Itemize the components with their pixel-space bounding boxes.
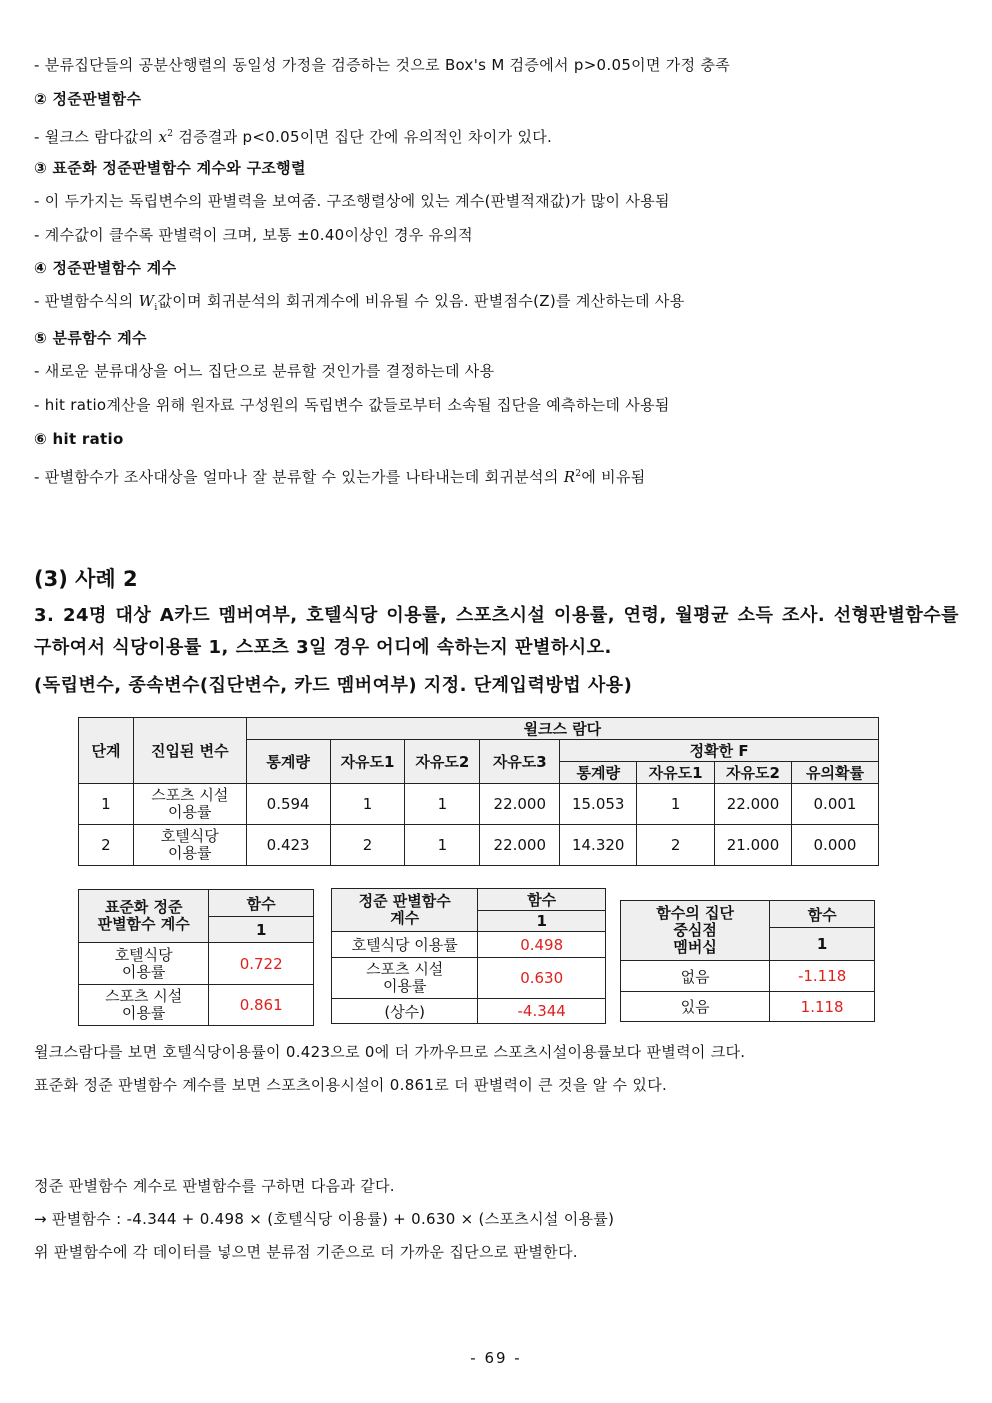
cell-label-line: 스포츠 시설 (105, 987, 183, 1005)
cell-f-stat: 14.320 (560, 825, 637, 866)
text-line: - 새로운 분류대상을 어느 집단으로 분류할 것인가를 결정하는데 사용 (34, 362, 495, 380)
cell-label-line: 호텔식당 (114, 945, 173, 964)
cell-var (133, 784, 246, 825)
heading-classification-coef: ⑤ 분류함수 계수 (34, 329, 147, 347)
math-symbol: x (158, 128, 168, 146)
header-sig: 유의확률 (791, 762, 878, 784)
header-line: 중심점 (673, 921, 717, 939)
header-df2: 자유도2 (405, 740, 480, 784)
text-fragment: 검증결과 p<0.05이면 집단 간에 유의적인 차이가 있다. (173, 128, 553, 146)
header-line: 함수의 집단 (656, 904, 734, 922)
math-symbol: R (563, 468, 576, 486)
analysis-line: 위 판별함수에 각 데이터를 넣으면 분류점 기준으로 더 가까운 집단으로 판별한다. (34, 1243, 578, 1261)
text-line: - hit ratio계산을 위해 원자료 구성원의 독립변수 값들로부터 소속될 집단을 예측하는데 사용됨 (34, 396, 670, 414)
math-sup: 2 (575, 469, 582, 479)
cell-label: 있음 (621, 992, 770, 1022)
text-line (34, 290, 685, 319)
text-fragment: - 판별함수가 조사대상을 얼마나 잘 분류할 수 있는가를 나타내는데 회귀분석의 (34, 468, 564, 486)
cell-var-line: 호텔식당 (160, 827, 219, 845)
table-row (79, 825, 879, 866)
header-line: 멤버십 (673, 938, 717, 956)
page-number: - 69 - (470, 1349, 522, 1367)
math-chi (158, 128, 173, 146)
wilks-lambda-table (78, 717, 879, 866)
header-step: 단계 (79, 718, 134, 784)
heading-structure-matrix: ③ 표준화 정준판별함수 계수와 구조행렬 (34, 159, 306, 177)
cell-var (133, 825, 246, 866)
cell-f-df2: 21.000 (715, 825, 792, 866)
cell-var-line: 스포츠 시설 (151, 786, 229, 804)
math-r-squared (564, 468, 582, 486)
cell-df2: 1 (405, 825, 480, 866)
cell-value: 1.118 (770, 992, 875, 1022)
header-std-coef (79, 890, 209, 943)
centroid-table (620, 900, 875, 1022)
header-canonical-coef (332, 889, 478, 932)
text-fragment: 에 비유됨 (581, 468, 646, 486)
header-wilks-lambda: 윌크스 람다 (246, 718, 878, 740)
discriminant-formula: → 판별함수 : -4.344 + 0.498 × (호텔식당 이용률) + 0.630 × (스포츠시설 이용률) (34, 1210, 615, 1228)
text-line (34, 123, 552, 148)
cell-f-df2: 22.000 (715, 784, 792, 825)
cell-label (79, 985, 209, 1026)
analysis-line: 표준화 정준 판별함수 계수를 보면 스포츠이용시설이 0.861로 더 판별력이 큰 것을 알 수 있다. (34, 1076, 668, 1094)
cell-value: 0.498 (478, 932, 606, 958)
cell-sig: 0.001 (791, 784, 878, 825)
cell-label-line: 스포츠 시설 (366, 960, 444, 978)
math-w (138, 292, 158, 313)
cell-stat: 0.423 (246, 825, 330, 866)
header-centroid (621, 901, 770, 961)
cell-label (332, 958, 478, 999)
text-line: - 분류집단들의 공분산행렬의 동일성 가정을 검증하는 것으로 Box's M 검증에서 p>0.05이면 가정 충족 (34, 56, 731, 74)
header-entered-var: 진입된 변수 (133, 718, 246, 784)
header-f-df1: 자유도1 (637, 762, 715, 784)
header-function-number: 1 (209, 917, 314, 943)
table-row (621, 961, 875, 992)
cell-value: 0.722 (209, 943, 314, 985)
header-function-number: 1 (770, 928, 875, 961)
header-df1: 자유도1 (330, 740, 405, 784)
header-exact-f: 정확한 F (560, 740, 879, 762)
cell-var-line: 이용률 (168, 803, 212, 821)
cell-df1: 1 (330, 784, 405, 825)
text-line: - 이 두가지는 독립변수의 판별력을 보여줌. 구조행렬상에 있는 계수(판별적재값)가 많이 사용됨 (34, 192, 670, 210)
cell-df1: 2 (330, 825, 405, 866)
text-fragment: - 윌크스 람다값의 (34, 128, 159, 146)
text-fragment: - 판별함수식의 (34, 292, 139, 310)
section-title: (3) 사례 2 (34, 567, 138, 591)
text-line (34, 463, 646, 488)
cell-label: (상수) (332, 999, 478, 1024)
cell-f-df1: 2 (637, 825, 715, 866)
cell-value: 0.630 (478, 958, 606, 999)
analysis-line: 윌크스람다를 보면 호텔식당이용률이 0.423으로 0에 더 가까우므로 스포츠시설이용률보다 판별력이 크다. (34, 1043, 746, 1061)
cell-label-line: 이용률 (382, 977, 427, 995)
cell-label (79, 943, 209, 985)
std-coef-table (78, 889, 314, 1026)
cell-label: 없음 (621, 961, 770, 992)
table-row (79, 784, 879, 825)
cell-f-stat: 15.053 (560, 784, 637, 825)
header-stat: 통계량 (246, 740, 330, 784)
table-row (332, 958, 606, 999)
cell-sig: 0.000 (791, 825, 878, 866)
header-function: 함수 (770, 901, 875, 928)
header-line: 정준 판별함수 (358, 892, 451, 910)
table-row (332, 999, 606, 1024)
cell-step: 1 (79, 784, 134, 825)
cell-df3: 22.000 (480, 784, 560, 825)
cell-stat: 0.594 (246, 784, 330, 825)
table-row (79, 985, 314, 1026)
canonical-coef-table (331, 888, 606, 1024)
cell-step: 2 (79, 825, 134, 866)
heading-hit-ratio: ⑥ hit ratio (34, 430, 124, 448)
text-fragment: 값이며 회귀분석의 회귀계수에 비유될 수 있음. 판별점수(Z)를 계산하는데 사용 (157, 292, 685, 310)
table-row (332, 932, 606, 958)
cell-df2: 1 (405, 784, 480, 825)
header-line: 계수 (390, 909, 420, 927)
cell-f-df1: 1 (637, 784, 715, 825)
math-symbol: W (138, 292, 155, 310)
math-sup: 2 (167, 129, 174, 139)
text-line: - 계수값이 클수록 판별력이 크며, 보통 ±0.40이상인 경우 유의적 (34, 226, 473, 244)
problem-note: (독립변수, 종속변수(집단변수, 카드 멤버여부) 지정. 단계입력방법 사용) (34, 675, 633, 696)
header-f-df2: 자유도2 (715, 762, 792, 784)
header-function: 함수 (209, 890, 314, 917)
cell-df3: 22.000 (480, 825, 560, 866)
heading-canonical-function: ② 정준판별함수 (34, 90, 142, 108)
problem-statement: 3. 24명 대상 A카드 멤버여부, 호텔식당 이용률, 스포츠시설 이용률, 연령, 월평균 소득 조사. 선형판별함수를 구하여서 식당이용률 1, 스포츠 3일 경우 어디에 속하는지 판별하시오. (34, 605, 959, 658)
cell-label-line: 이용률 (121, 1004, 166, 1022)
cell-label: 호텔식당 이용률 (332, 932, 478, 958)
analysis-line: 정준 판별함수 계수로 판별함수를 구하면 다음과 같다. (34, 1177, 395, 1195)
header-function: 함수 (478, 889, 606, 911)
header-f-stat: 통계량 (560, 762, 637, 784)
header-line: 판별함수 계수 (97, 915, 190, 933)
cell-value: -1.118 (770, 961, 875, 992)
heading-canonical-coef: ④ 정준판별함수 계수 (34, 259, 177, 277)
cell-var-line: 이용률 (168, 844, 212, 862)
cell-label-line: 이용률 (121, 962, 166, 981)
header-function-number: 1 (478, 911, 606, 932)
table-row (79, 943, 314, 985)
cell-value: -4.344 (478, 999, 606, 1024)
header-df3: 자유도3 (480, 740, 560, 784)
cell-value: 0.861 (209, 985, 314, 1026)
math-sub: i (154, 303, 158, 313)
table-row (621, 992, 875, 1022)
header-line: 표준화 정준 (104, 898, 183, 916)
